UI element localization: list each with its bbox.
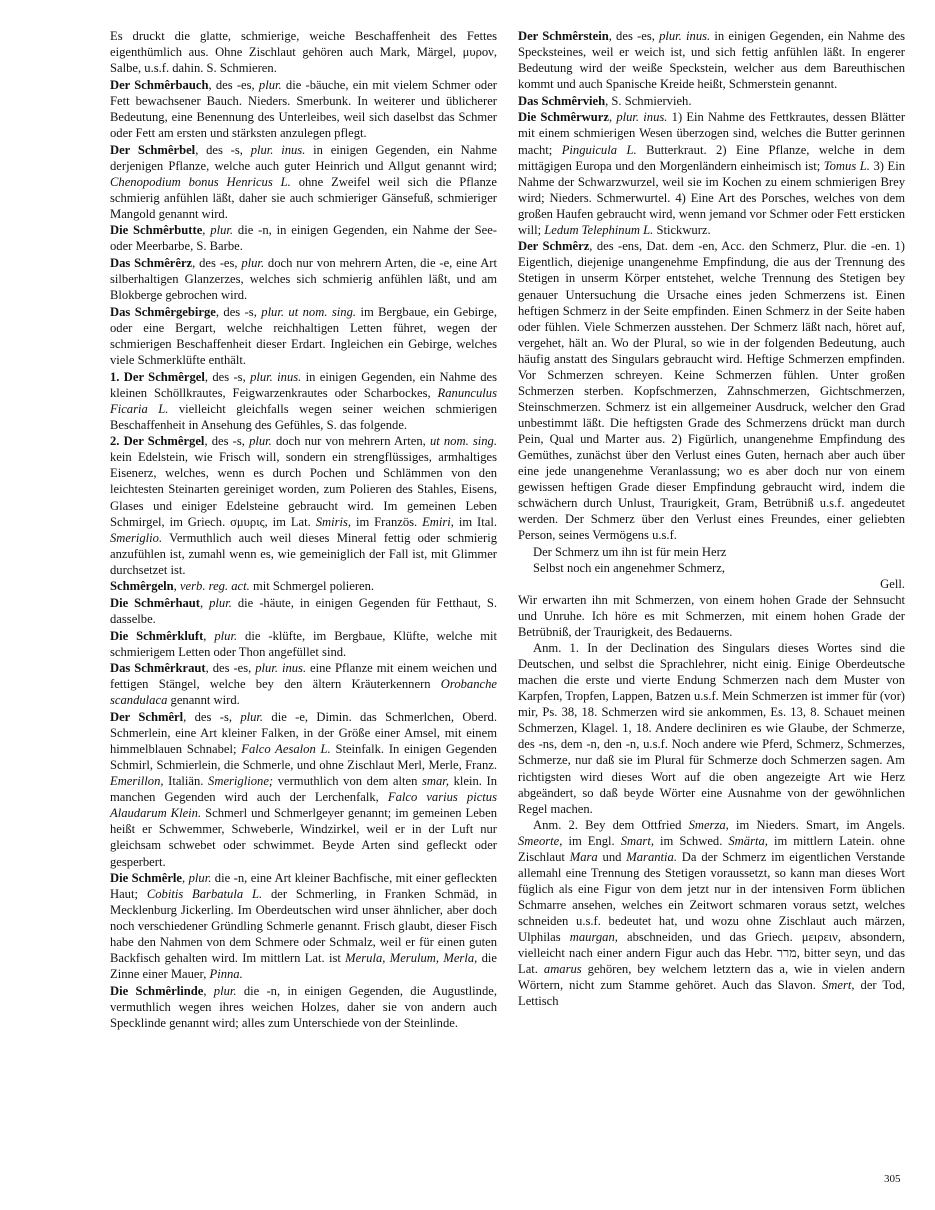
dictionary-entry: Der Schmêrbel, des -s, plur. inus. in einigen Gegenden, ein Nahme derjenigen Pflanze, welche auch guter Heinrich und Allgut genannt wird; Chenopodium bonus Henricus L. ohne Zweifel weil sich die Pflanze schmierig anfühlen läßt, daher sie auch schmieriger Gänsefuß, schmieriger Mangold genannt wird. [110, 142, 498, 221]
dictionary-entry: 2. Der Schmêrgel, des -s, plur. doch nur von mehrern Arten, ut nom. sing. kein Edelstein, wie Frisch will, sondern ein strengflüssiges, armhaltiges Eisenerz, welches, wenn es durch Pochen und Schlämmen von den leichtesten Steinarten gereiniget worden, zum Polieren des Stahles, Eisens, Glases und einiger Edelsteine gebraucht wird. Im gemeinen Leben Schmirgel, im Griech. σμυρις, im Lat. Smiris, im Französ. Emiri, im Ital. Smeriglio. Vermuthlich auch weil dieses Mineral fettig oder schmierig anzufühlen ist, zumahl wenn es, wie gemeiniglich der Fall ist, mit Glimmer durchsetzet ist. [110, 434, 498, 577]
dictionary-entry: Das Schmêrgebirge, des -s, plur. ut nom. sing. im Bergbaue, ein Gebirge, oder eine Bergart, welche reichhaltigen Letten führet, wegen der schmierigen Beschaffenheit dieser Erdart. Ingleichen ein Gebirge, welches viele Schmerklüfte enthält. [110, 304, 498, 367]
dictionary-entry: Die Schmêrbutte, plur. die -n, in einigen Gegenden, ein Nahme der See- oder Meerbarbe, S. Barbe. [110, 223, 497, 254]
right-column [518, 28, 905, 1009]
dictionary-entry: Die Schmêrwurz, plur. inus. 1) Ein Nahme des Fettkrautes, dessen Blätter mit einem schmierigen Wesen überzogen sind, welches die Butter gerinnen macht; Pinguicula L. Butterkraut. 2) Eine Pflanze, welche in dem mittägigen Europa und den Morgenländern einheimisch ist; Tomus L. 3) Ein Nahme der Schwarzwurzel, weil sie im Kochen zu einem schmierigen Brey wird; Nieders. Schmerwurtel. 4) Eine Art des Porsches, welches von dem großen Haufen gebraucht wird, wenn jemand vor Schmer oder Fett ersticken will; Ledum Telephinum L. Stickwurz. [518, 110, 906, 237]
dictionary-entry: Der Schmêrbauch, des -es, plur. die -bäuche, ein mit vielem Schmer oder Fett bewachsener Bauch. Nieders. Smerbunk. In weiterer und üblicherer Bedeutung, eine Benennung des Unterleibes, weil sich daselbst das Schmer oder Fett am ersten und stärksten anzulegen pflegt. [110, 77, 497, 140]
dictionary-entry: Es druckt die glatte, schmierige, weiche Beschaffenheit des Fettes eigenthümlich aus. Ohne Zischlaut gehören auch Mark, Märgel, μυρον, Salbe, u.s.f. dahin. S. Schmieren. [110, 29, 497, 76]
dictionary-entry: Das Schmêrkraut, des -es, plur. inus. eine Pflanze mit einem weichen und fettigen Stängel, welche bey den ältern Kräuterkennern Orobanche scandulaca genannt wird. [110, 661, 497, 708]
dictionary-entry: Schmêrgeln, verb. reg. act. mit Schmergel polieren. [110, 579, 375, 594]
dictionary-entry: Der Schmêrstein, des -es, plur. inus. in einigen Gegenden, ein Nahme des Specksteines, weil er weich ist, und sich fettig anfühlen läßt. In engerer Bedeutung wird der weiße Speckstein, welcher aus dem Bareuthischen kommt und auch Spanische Kreide heißt, Schmerstein genannt. [518, 29, 905, 92]
dictionary-entry: Die Schmêrhaut, plur. die -häute, in einigen Gegenden für Fetthaut, S. dasselbe. [110, 595, 497, 627]
verse-attribution: Gell. [880, 576, 905, 591]
dictionary-entry: Die Schmêrlinde, plur. die -n, in einigen Gegenden, die Augustlinde, vermuthlich wegen ihres weichen Holzes, daher sie von andern auch Specklinde genannt wird; alles zum Unterschiede von der Steinlinde. [110, 984, 497, 1031]
verse-line: Der Schmerz um ihn ist für mein Herz [533, 544, 727, 559]
dictionary-entry: Der Schmêrz, des -ens, Dat. dem -en, Acc. den Schmerz, Plur. die -en. 1) Eigentlich, diejenige unangenehme Empfindung, die aus der Trennung des Stetigen in unserm Körper entstehet, welche Trennung des Stetigen bey genauer Untersuchung die Ursache eines jeden Schmerzens ist. Einen heftigen Schmerz in der Seite empfinden. Einen Schmerz in der Seite haben oder fühlen. Viele Schmerzen ausstehen. Der Schmerz läßt nach, höret auf, vergehet, hält an. Wo der Plural, so wie in der folgenden Bedeutung, auch häufig anstatt des Singulars gebraucht wird. Heftige Schmerzen empfinden. Vor Schmerzen schreyen. Keine Schmerzen fühlen. Unter großen Schmerzen sterben. Kopfschmerzen, Zahnschmerzen, Gichtschmerzen, Steinschmerzen. Schmerz ist ein allgemeiner Ausdruck, welcher den Grad unbestimmt läßt. Die heftigsten Grade des Schmerzens drückt man durch Pein, Qual und Marter aus. 2) Figürlich, unangenehme Empfindung des Gemüthes, zunächst über den Verlust eines Guten, hernach aber auch über eine jede unangenehme Veranlassung; wo es aber doch nur von einem gewissen heftigen Grade dieser Empfindung gebraucht wird, indem die schwächern durch Unlust, Traurigkeit, Gram, Betrübniß u.s.f. angedeutet werden. Der Schmerz über den Verlust eines Freundes, einer geliebten Person, seines Vermögens u.s.f. [518, 239, 905, 543]
annotation-paragraph: Anm. 2. Bey dem Ottfried Smerza, im Nieders. Smart, im Angels. Smeorte, im Engl. Smart, im Schwed. Smärta, im mittlern Latein. ohne Zischlaut Mara und Marantia. Da der Schmerz im eigentlichen Verstande allemahl eine Trennung des Stetigen voraussetzt, so kann man dieses Wort füglich als eine Figur von dem jetzt nur in der intensiven Form üblichen Schmarre ansehen, welches ein Zeitwort schmaren voraus setzt, welches schneiden u.s.f. bedeutet hat, und wozu ohne Zischlaut auch märzen, Ulphilas maurgan, abschneiden, und das Griech. μειρειν, absondern, vielleicht nach einer andern Figur auch das Hebr. מרר, bitter seyn, und das Lat. amarus gehören, bey welchem letztern das a, wie in vielen andern Wörtern, nicht zum Stamme gehöret. Auch das Slavon. Smert, der Tod, Lettisch [518, 817, 906, 1009]
dictionary-entry: 1. Der Schmêrgel, des -s, plur. inus. in einigen Gegenden, ein Nahme des kleinen Schöllkrautes, Feigwarzenkrautes oder Scharbockes, Ranunculus Ficaria L. vielleicht gleichfalls wegen seiner weichen schmierigen Beschaffenheit in Ansehung des Gefühles, S. das folgende. [110, 369, 497, 432]
left-column [110, 28, 497, 1032]
dictionary-entry: Das Schmêrvieh, S. Schmiervieh. [518, 93, 692, 108]
dictionary-entry: Der Schmêrl, des -s, plur. die -e, Dimin. das Schmerlchen, Oberd. Schmerlein, eine Art kleiner Falken, in der Größe einer Amsel, mit einem himmelblauen Schnabel; Falco Aesalon L. Steinfalk. In einigen Gegenden Schmirl, Schmierlein, die Schmerle, und ohne Zischlaut Merl, Merle, Franz. Emerillon, Italiän. Smeriglione; vermuthlich von dem alten smar, klein. In manchen Gegenden wird auch der Lerchenfalk, Falco varius pictus Alaudarum Klein. Schmerl und Schmerlgeyer genannt; im gemeinen Leben heißt er Schwemmer, Schweberle, Windzirkel, weil er in der Luft nur gleichsam schwebet oder schwimmet. Beyde Arten sind gefleckt oder gesperbert. [110, 710, 498, 869]
page-number: 305 [884, 1173, 901, 1185]
dictionary-entry: Die Schmêrle, plur. die -n, eine Art kleiner Bachfische, mit einer gefleckten Haut; Cobitis Barbatula L. der Schmerling, in Franken Schmäd, in Mecklenburg Jickerling. Im Oberdeutschen wird unser ähnlicher, aber doch noch verschiedener Gründling Schmerle genannt. Frisch glaubt, dieser Fisch habe den Nahmen von dem Schmere oder Schmalz, weil er für einen guten Backfisch gehalten wird. Im mittlern Lat. ist Merula, Merulum, Merla, die Zinne einer Mauer, Pinna. [110, 871, 498, 982]
dictionary-entry: Das Schmêrêrz, des -es, plur. doch nur von mehrern Arten, die -e, eine Art silberhaltigen Glanzerzes, welches sich schmierig anfühlen läßt, und am Blokberge gebrochen wird. [110, 256, 497, 303]
verse-line: Selbst noch ein angenehmer Schmerz, [533, 560, 725, 575]
dictionary-entry: Die Schmêrkluft, plur. die -klüfte, im Bergbaue, Klüfte, welche mit schmierigem Letten oder Thon angefüllet sind. [110, 628, 498, 659]
annotation-paragraph: Anm. 1. In der Declination des Singulars dieses Wortes sind die Deutschen, und selbst die Sprachlehrer, nicht einig. Einige Oberdeutsche machen die erste und vierte Endung Schmerzen nach dem Muster von Karpfen, Tropfen, Lappen, Batzen u.s.f. Mein Schmerzen ist immer für (vor) mir, Ps. 38, 18. Schmerzen wird sie ankommen, Es. 13, 8. Schauet meinen Schmerzen, Klagel. 1, 18. Andere decliniren es wie Glaube, der Schmerze, des -ns, dem -n, den -n, u.s.f. Noch andere wie Pferd, Schmerz, Schmerzes, Schmerze, nur daß sie im Plural für Schmerze doch Schmerzen sagen. Am richtigsten wird dieses Wort auf die oben angezeigte Art wie Herz abgeändert, so daß beyde Wörter eine Ausnahme von der gewöhnlichen Regel machen. [518, 641, 905, 816]
paragraph: Wir erwarten ihn mit Schmerzen, von einem hohen Grade der Sehnsucht und Unruhe. Ich höre es mit Schmerzen, mit einem hohen Grade der Betrübniß, der Traurigkeit, des Bedauerns. [518, 593, 905, 640]
